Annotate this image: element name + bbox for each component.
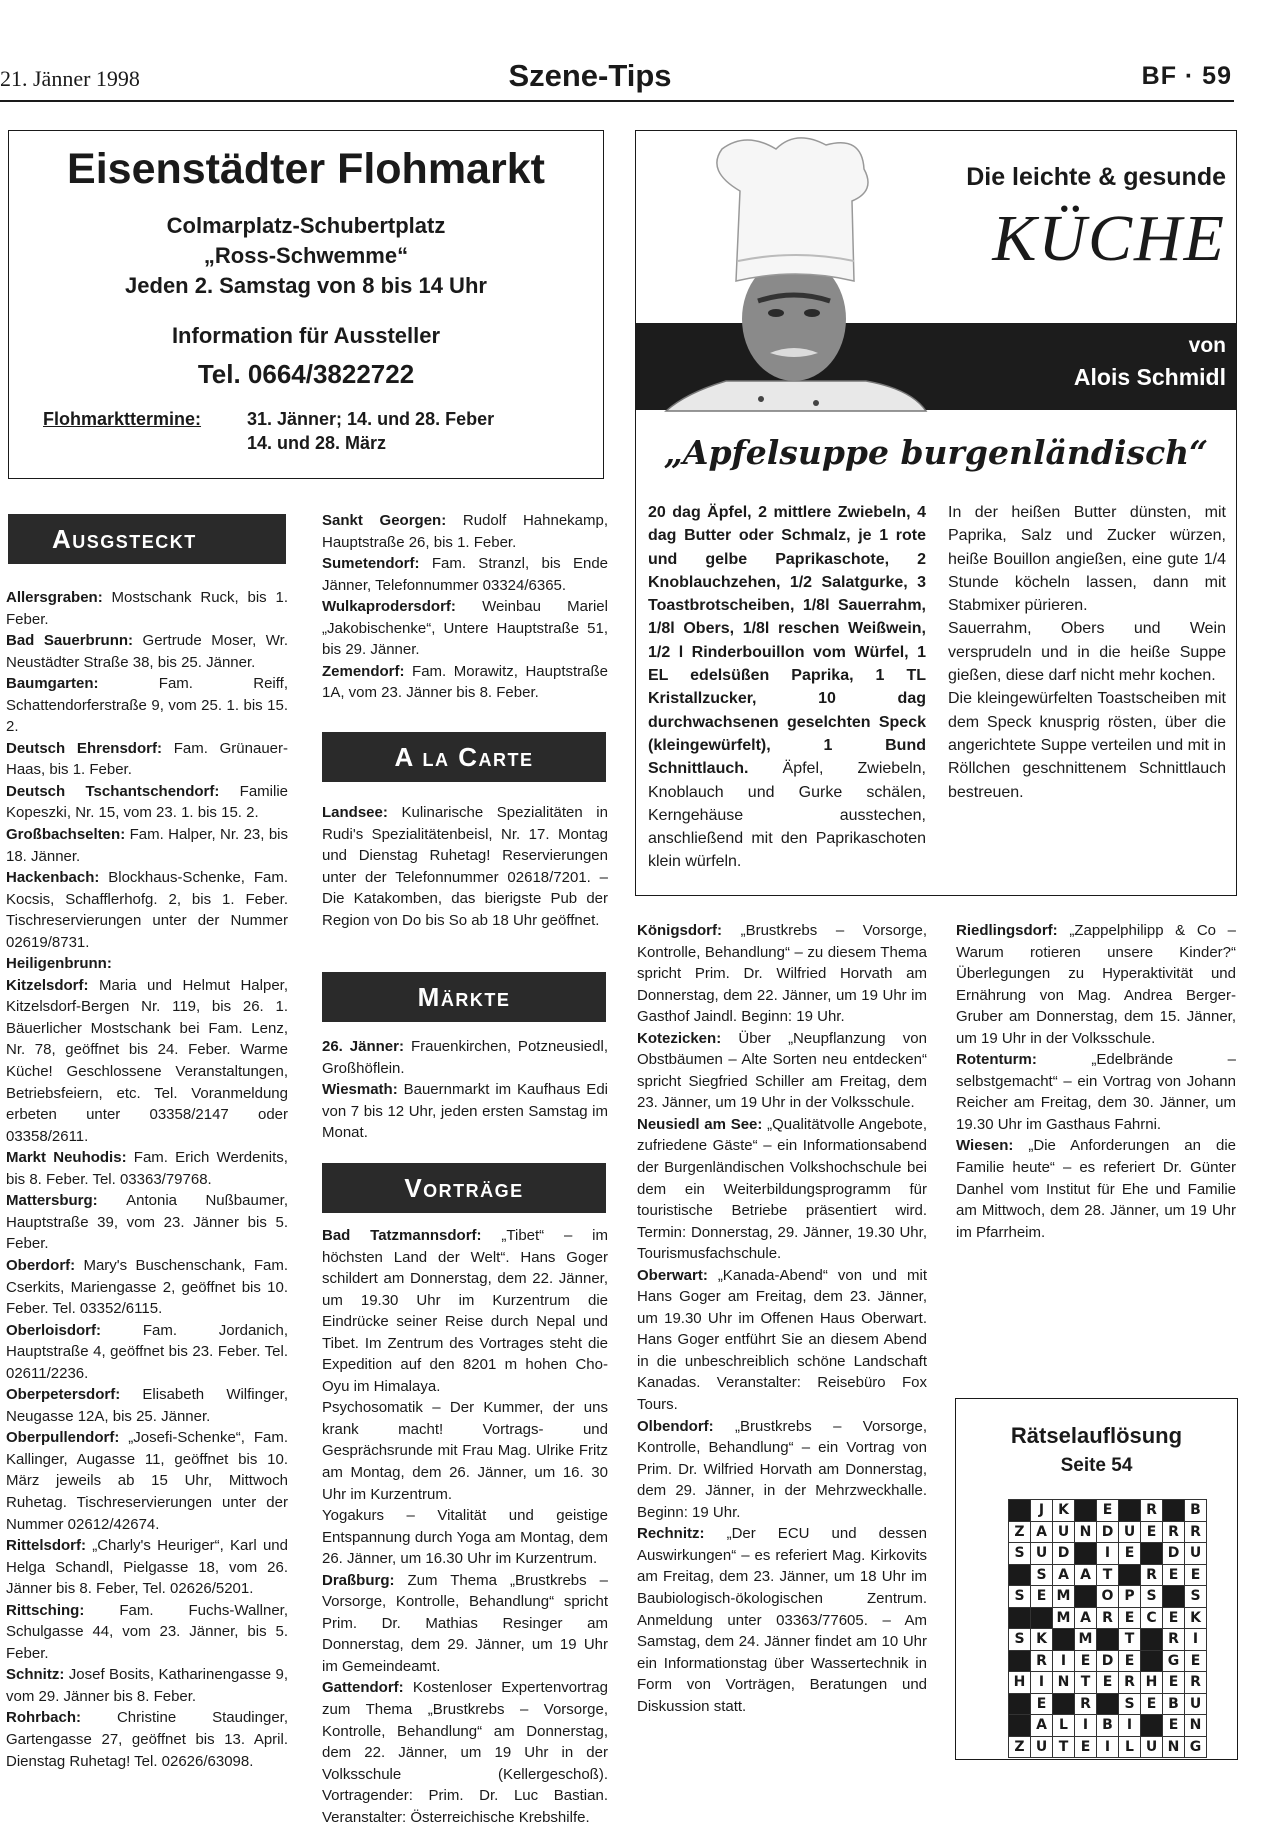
listing-entry [6,1535,288,1600]
puzzle-solution-title: Rätselauflösung [1010,1423,1183,1448]
section-heading-alacarte [322,732,606,782]
listing-entry [322,1036,608,1079]
flohmarkt-phone: Tel. 0664/3822722 [197,359,415,389]
crossword-black-cell [1031,1608,1053,1630]
listing-entry [322,1225,608,1397]
listing-place: Heiligenbrunn: [6,955,112,973]
recipe-panel [635,130,1237,896]
puzzle-solution-box [955,1398,1238,1760]
crossword-letter-cell: K [1031,1629,1053,1651]
crossword-letter-cell: T [1075,1672,1097,1694]
crossword-letter-cell: S [1009,1543,1031,1565]
listing-place: Sumetendorf: [322,555,432,573]
crossword-letter-cell: K [1185,1608,1207,1630]
crossword-black-cell [1009,1608,1031,1630]
crossword-letter-cell: N [1185,1715,1207,1737]
heading-text: A la Carte [394,742,534,772]
listing-place: Landsee: [322,804,402,821]
listing-entry [322,1079,608,1144]
listing-text: „Qualitätvolle Angebote, zufriedene Gäste“ – ein Informationsabend der Burgenländischen Volkshochschule bei dem ein Weiterbildungsprogramm für touristische Betriebe präsentiert wird. Termin: Donnerstag, 29. Jänner, 19.30 Uhr, Tourismusfachschule. [637,1115,927,1263]
crossword-letter-cell: A [1031,1522,1053,1544]
listing-text: Mary's Buschenschank, Fam. Cserkits, Mariengasse 2, geöffnet bis 10. Feber. Tel. 03352/6115. [6,1256,288,1318]
listing-entry [637,1416,927,1524]
section-heading-vortraege [322,1163,606,1213]
crossword-black-cell [1141,1629,1163,1651]
listing-place: Riedlingsdorf: [956,922,1070,939]
crossword-black-cell [1141,1651,1163,1673]
crossword-letter-cell: I [1053,1651,1075,1673]
crossword-black-cell [1009,1715,1031,1737]
crossword-letter-cell: J [1031,1500,1053,1522]
crossword-black-cell [1163,1500,1185,1522]
listing-text: Josef Bosits, Katharinengasse 9, vom 29. Jänner bis 8. Feber. [6,1666,288,1705]
listing-place: Hackenbach: [6,869,109,887]
crossword-letter-cell: Z [1009,1522,1031,1544]
crossword-black-cell [1009,1651,1031,1673]
listing-place: Wiesen: [956,1137,1029,1155]
crossword-letter-cell: E [1031,1694,1053,1716]
crossword-letter-cell: E [1185,1565,1207,1587]
listing-text: „Tibet“ – im höchsten Land der Welt“. Hans Goger schildert am Donnerstag, dem 22. Jänner, um 19.30 Uhr im Kurzentrum die Eindrücke seiner Reise durch Nepal und Tibet. Im Zentrum des Vortrages steht die Expedition auf den 8201 m hohen Cho-Oyu im Himalaya. [322,1227,608,1395]
listing-place: Oberdorf: [6,1256,84,1274]
listing-text: Frauenkirchen, Potzneusiedl, Großhöflein. [322,1038,608,1077]
listing-place: Wulkaprodersdorf: [322,598,483,616]
listing-entry [322,1505,608,1570]
listing-text: Familie Kopeszki, Nr. 15, vom 23. 1. bis 15. 2. [6,782,288,822]
listing-place: Gattendorf: [322,1679,413,1697]
heading-text: Vorträge [404,1173,524,1203]
listing-entry [637,920,927,1028]
header-rule [0,100,1234,102]
listing-entry [6,1384,288,1427]
listing-place: Oberpullendorf: [6,1429,129,1447]
crossword-letter-cell: E [1119,1543,1141,1565]
crossword-letter-cell: A [1031,1715,1053,1737]
section-title: Szene-Tips [508,58,672,93]
crossword-letter-cell: D [1053,1543,1075,1565]
listing-place: Bad Sauerbrunn: [6,632,143,650]
listing-text: „Der ECU und dessen Auswirkungen“ – es referiert Mag. Kirkovits am Freitag, dem 23. Jänner, um 18 Uhr im Baubiologisch-ökologischen Zentrum. Anmeldung unter 03363/77605. – Am Samstag, dem 24. Jänner findet am 10 Uhr ein Informationstag über Wassertechnik in Form von Vorträgen, Beratungen und Diskussion statt. [637,1525,928,1715]
crossword-letter-cell: T [1053,1737,1075,1759]
listing-entry [6,1707,288,1772]
ausgsteckt-list-continued [322,510,608,722]
listing-entry [6,587,288,630]
recipe-dish-name: „Apfelsuppe burgenländisch“ [663,433,1209,472]
crossword-letter-cell: B [1097,1715,1119,1737]
listing-place: Oberpetersdorf: [6,1386,143,1404]
crossword-letter-cell: E [1163,1672,1185,1694]
listing-entry [6,1664,288,1707]
crossword-black-cell [1053,1694,1075,1716]
listing-place: Rechnitz: [637,1525,727,1543]
listing-text: Maria und Helmut Halper, Kitzelsdorf-Bergen Nr. 119, bis 26. 1. Bäuerlicher Mostschank bei Fam. Lenz, Nr. 78, geöffnet bis 24. Feber. Warme Küche! Geschlossene Veranstaltungen, Betriebsfeiern, etc. Tel. Voranmeldung erbeten unter 03358/2147 oder 03358/2611. [6,976,288,1145]
listing-entry [6,673,288,738]
flohmarkt-schedule: Jeden 2. Samstag von 8 bis 14 Uhr [125,273,487,298]
crossword-letter-cell: E [1119,1651,1141,1673]
listing-entry [322,802,608,931]
chef-photo [666,131,926,411]
listing-entry [322,1570,608,1678]
listing-entry [6,738,288,781]
crossword-black-cell [1119,1500,1141,1522]
listing-text: Fam. Stranzl, bis Ende Jänner, Telefonnummer 03324/6365. [322,555,609,594]
heading-text: Ausgsteckt [52,524,197,554]
crossword-letter-cell: U [1185,1694,1207,1716]
crossword-letter-cell: E [1075,1737,1097,1759]
crossword-letter-cell: R [1185,1672,1207,1694]
crossword-letter-cell: C [1141,1608,1163,1630]
listing-text: „Brustkrebs – Vorsorge, Kontrolle, Behandlung“ – ein Vortrag von Prim. Dr. Wilfried Horvath am Donnerstag, dem 29. Jänner, in der Mehrzweckhalle. Beginn: 19 Uhr. [637,1417,927,1521]
listing-place: Wiesmath: [322,1081,404,1099]
crossword-letter-cell: R [1141,1500,1163,1522]
listing-entry [322,596,608,661]
listing-entry [6,1147,288,1190]
listing-text: Weinbau Mariel „Jakobischenke“, Untere Hauptstraße 51, bis 29. Jänner. [322,598,608,659]
listing-text: Rudolf Hahnekamp, Hauptstraße 26, bis 1. Feber. [322,512,609,551]
crossword-letter-cell: A [1075,1608,1097,1630]
flohmarkt-venue: „Ross-Schwemme“ [203,243,409,268]
listing-entry [322,1397,608,1505]
crossword-black-cell [1075,1586,1097,1608]
listing-text: „Charly's Heuriger“, Karl und Helga Schandl, Pielgasse 18, vom 26. Jänner bis 8. Feber, Tel. 02626/5201. [6,1537,288,1598]
listing-text: Fam. Reiff, Schattendorferstraße 9, vom 25. 1. bis 15. 2. [6,675,288,736]
page-number: BF · 59 [1141,62,1232,90]
listing-text: Psychosomatik – Der Kummer, der uns krank macht! Vortrags- und Gesprächsrunde mit Frau Mag. Ulrike Fritz am Montag, dem 26. Jänner, um 16. 30 Uhr im Kurzentrum. [322,1399,608,1503]
listing-text: Fam. Jordanich, Hauptstraße 4, geöffnet bis 23. Feber. Tel. 02611/2236. [6,1321,288,1382]
crossword-letter-cell: H [1141,1672,1163,1694]
crossword-letter-cell: D [1163,1543,1185,1565]
recipe-kicker: Die leichte & gesunde [966,163,1226,191]
crossword-black-cell [1163,1586,1185,1608]
ausgsteckt-list [6,587,289,1770]
issue-date: 21. Jänner 1998 [0,66,140,91]
listing-text: Blockhaus-Schenke, Fam. Kocsis, Schafflerhofg. 2, bis 1. Feber. Tischreservierungen unter der Nummer 02619/8731. [6,869,288,951]
crossword-black-cell [1075,1500,1097,1522]
ingredients-list: 20 dag Äpfel, 2 mittlere Zwiebeln, 4 dag Butter oder Schmalz, je 1 rote und gelbe Paprikaschote, 2 Knoblauchzehen, 1/2 Salatgurke, 3 Toastbrotscheiben, 1/8l Sauerrahm, 1/8l Obers, 1/8l reschen Weißwein, 1/2 l Rinderbouillon vom Würfel, 1 EL edelsüßen Paprika, 1 TL Kristallzucker, 10 dag durchwachsenen geselchten Speck (kleingewürfelt), 1 Bund Schnittlauch. [648,504,926,778]
listing-place: Zemendorf: [322,662,413,680]
flohmarkt-ad [8,130,604,479]
crossword-letter-cell: R [1097,1608,1119,1630]
crossword-letter-cell: E [1163,1715,1185,1737]
crossword-letter-cell: N [1163,1737,1185,1759]
listing-place: Neusiedl am See: [637,1115,768,1133]
recipe-step: In der heißen Butter dünsten, mit Paprika, Salz und Zucker würzen, heiße Bouillon angießen, eine gute 1/4 Stunde köcheln lassen, dann mit Stabmixer pürieren. [948,504,1226,615]
listing-place: Oberwart: [637,1266,718,1284]
listing-place: Markt Neuhodis: [6,1149,134,1167]
crossword-black-cell [1141,1715,1163,1737]
listing-entry [956,1135,1236,1243]
crossword-letter-cell: E [1031,1586,1053,1608]
heading-text: Märkte [417,982,511,1012]
listing-entry [6,630,288,673]
listing-place: 26. Jänner: [322,1038,411,1055]
flohmarkt-info-label: Information für Aussteller [171,323,441,348]
recipe-column-title: KÜCHE [992,202,1226,275]
crossword-letter-cell: R [1031,1651,1053,1673]
listing-place: Draßburg: [322,1571,408,1589]
recipe-author: Alois Schmidl [1073,364,1226,390]
crossword-black-cell [1119,1565,1141,1587]
crossword-letter-cell: I [1119,1715,1141,1737]
crossword-letter-cell: R [1163,1629,1185,1651]
crossword-letter-cell: D [1097,1522,1119,1544]
listing-text: Mostschank Ruck, bis 1. Feber. [6,589,288,628]
listing-entry [637,1114,927,1265]
crossword-letter-cell: U [1185,1543,1207,1565]
crossword-letter-cell: E [1141,1522,1163,1544]
crossword-letter-cell: G [1163,1651,1185,1673]
crossword-letter-cell: R [1185,1522,1207,1544]
recipe-steps [948,501,1226,804]
crossword-grid [1008,1499,1207,1758]
crossword-letter-cell: U [1053,1522,1075,1544]
crossword-letter-cell: S [1141,1586,1163,1608]
listing-place: Bad Tatzmannsdorf: [322,1227,502,1244]
crossword-black-cell [1141,1543,1163,1565]
crossword-letter-cell: U [1031,1543,1053,1565]
listing-place: Rittsching: [6,1601,120,1619]
listing-entry [322,1677,608,1828]
listing-text: „Zappelphilipp & Co – Warum rotieren unsere Kinder?“ Überlegungen zu Hyperaktivität und Ernährung von Mag. Andrea Berger-Gruber am Donnerstag, dem 15. Jänner, um 19 Uhr in der Volksschule. [956,922,1236,1047]
crossword-letter-cell: U [1031,1737,1053,1759]
crossword-letter-cell: A [1075,1565,1097,1587]
crossword-letter-cell: S [1185,1586,1207,1608]
listing-text: Fam. Morawitz, Hauptstraße 1A, vom 23. Jänner bis 8. Feber. [322,662,609,702]
listing-place: Allersgraben: [6,589,112,606]
crossword-black-cell [1053,1629,1075,1651]
recipe-ingredients [648,501,926,874]
crossword-letter-cell: M [1053,1586,1075,1608]
crossword-letter-cell: E [1163,1608,1185,1630]
puzzle-solution-page: Seite 54 [1060,1455,1133,1476]
crossword-letter-cell: N [1075,1522,1097,1544]
listing-entry [322,553,608,596]
crossword-letter-cell: U [1141,1737,1163,1759]
crossword-letter-cell: U [1119,1522,1141,1544]
crossword-letter-cell: L [1119,1737,1141,1759]
listing-entry [6,824,288,867]
crossword-black-cell [1097,1629,1119,1651]
listing-entry [6,1190,288,1255]
vortraege-list [322,1225,608,1826]
listing-place: Großbachselten: [6,826,130,844]
crossword-letter-cell: I [1185,1629,1207,1651]
recipe-by-label: von [1188,334,1226,357]
listing-entry [637,1028,927,1114]
listing-entry [6,975,288,1147]
crossword-letter-cell: E [1185,1651,1207,1673]
listing-place: Kitzelsdorf: [6,976,99,994]
listing-entry [322,510,608,553]
listing-entry [6,1427,288,1535]
flohmarkt-dates-1: 31. Jänner; 14. und 28. Feber [247,409,495,429]
section-heading-maerkte [322,972,606,1022]
recipe-step: Die kleingewürfelten Toastscheiben mit dem Speck knusprig rösten, über die angerichtete Suppe verteilen und mit in Röllchen geschnittenem Schnittlauch bestreuen. [948,690,1226,801]
listing-place: Oberloisdorf: [6,1321,143,1339]
crossword-letter-cell: B [1185,1500,1207,1522]
crossword-letter-cell: I [1075,1715,1097,1737]
listing-entry [6,953,288,975]
listing-text: Zum Thema „Brustkrebs – Vorsorge, Kontrolle, Behandlung“ spricht Prim. Dr. Mathias Resinger am Donnerstag, dem 29. Jänner, um 19 Uhr im Gemeindeamt. [322,1571,608,1675]
crossword-letter-cell: S [1031,1565,1053,1587]
listing-place: Rohrbach: [6,1709,117,1727]
listing-place: Sankt Georgen: [322,512,463,529]
listing-entry [6,867,288,953]
listing-entry [6,781,288,824]
listing-text: Über „Neupflanzung von Obstbäumen – Alte Sorten neu entdecken“ spricht Siegfried Schiller am Freitag, dem 23. Jänner, um 19 Uhr in der Volksschule. [637,1029,927,1112]
listing-place: Rittelsdorf: [6,1537,93,1555]
crossword-black-cell [1075,1543,1097,1565]
crossword-letter-cell: L [1053,1715,1075,1737]
listing-entry [637,1265,927,1416]
crossword-letter-cell: E [1163,1565,1185,1587]
crossword-letter-cell: E [1119,1608,1141,1630]
crossword-letter-cell: T [1119,1629,1141,1651]
flohmarkt-dates-label: Flohmarkttermine: [43,409,202,429]
listing-place: Baumgarten: [6,675,159,693]
crossword-black-cell [1009,1565,1031,1587]
listing-entry [6,1320,288,1385]
crossword-letter-cell: N [1053,1672,1075,1694]
crossword-letter-cell: B [1163,1694,1185,1716]
crossword-letter-cell: T [1097,1565,1119,1587]
listing-text: Kostenloser Expertenvortrag zum Thema „Brustkrebs – Vorsorge, Kontrolle, Behandlung“ am Donnerstag, dem 22. Jänner, um 19 Uhr in der Volksschule (Kellergeschoß). Vortragender: Prim. Dr. Luc Bastian. Veranstalter: Österreichische Krebshilfe. [322,1679,608,1826]
crossword-letter-cell: H [1009,1672,1031,1694]
listing-entry [637,1523,927,1717]
crossword-letter-cell: Z [1009,1737,1031,1759]
listing-text: „Edelbrände – selbstgemacht“ – ein Vortrag von Johann Reicher am Freitag, dem 30. Jänner, um 19.30 Uhr im Gasthaus Fahrni. [956,1051,1236,1133]
preparation-intro: Äpfel, Zwiebeln, Knoblauch und Gurke schälen, Kerngehäuse ausstechen, anschließend mit den Paprikaschoten klein würfeln. [648,760,926,871]
flohmarkt-title: Eisenstädter Flohmarkt [67,145,545,193]
listing-entry [322,661,608,704]
listing-place: Olbendorf: [637,1417,736,1435]
crossword-letter-cell: G [1185,1737,1207,1759]
crossword-letter-cell: E [1141,1694,1163,1716]
listing-entry [956,920,1236,1049]
listing-place: Deutsch Ehrensdorf: [6,739,174,757]
listing-text: „Brustkrebs – Vorsorge, Kontrolle, Behandlung“ – zu diesem Thema spricht Prim. Dr. Wilfried Horvath am Donnerstag, dem 22. Jänner, um 19 Uhr im Gasthof Jaindl. Beginn: 19 Uhr. [637,922,927,1026]
crossword-letter-cell: A [1053,1565,1075,1587]
listing-text: Gertrude Moser, Wr. Neustädter Straße 38, bis 25. Jänner. [6,632,288,671]
crossword-letter-cell: K [1053,1500,1075,1522]
crossword-letter-cell: R [1141,1565,1163,1587]
crossword-black-cell [1009,1500,1031,1522]
crossword-letter-cell: P [1119,1586,1141,1608]
listing-place: Deutsch Tschantschendorf: [6,782,240,800]
crossword-black-cell [1097,1694,1119,1716]
section-heading-ausgsteckt [8,514,286,564]
crossword-letter-cell: E [1097,1500,1119,1522]
listing-entry [6,1600,288,1665]
listing-entry [6,1255,288,1320]
listing-place: Rotenturm: [956,1051,1092,1069]
listing-text: „Kanada-Abend“ von und mit Hans Goger am Freitag, dem 23. Jänner, um 19.30 Uhr im Offenen Haus Oberwart. Hans Goger entführt Sie an diesem Abend in die unbeschreiblich schöne Landschaft Kanadas. Veranstalter: Reisebüro Fox Tours. [637,1266,927,1414]
crossword-letter-cell: I [1031,1672,1053,1694]
vortraege-list-continued [637,920,927,1780]
listing-text: Fam. Grünauer-Haas, bis 1. Feber. [6,739,288,779]
recipe-step: Sauerrahm, Obers und Wein versprudeln und in die heiße Suppe gießen, diese darf nicht mehr kochen. [948,620,1226,685]
listing-text: „Josefi-Schenke“, Fam. Kallinger, Augasse 11, geöffnet bis 10. März jeweils ab 15 Uhr, Mittwoch Ruhetag. Tischreservierungen unter der Nummer 02612/42674. [6,1429,289,1533]
listing-text: Kulinarische Spezialitäten in Rudi's Spezialitätenbeisl, Nr. 17. Montag und Dienstag Ruhetag! Reservierungen unter der Telefonnummer 02618/7201. – Die Katakomben, das bierigste Pub der Region von Do bis So ab 18 Uhr geöffnet. [322,804,608,929]
alacarte-list [322,802,608,952]
crossword-letter-cell: I [1097,1737,1119,1759]
listing-text: „Die Anforderungen an die Familie heute“ – es referiert Dr. Günter Danhel vom Institut für Ehe und Familie am Mittwoch, dem 28. Jänner, um 19 Uhr im Pfarrheim. [956,1137,1237,1241]
flohmarkt-dates-2: 14. und 28. März [247,433,387,453]
crossword-letter-cell: M [1053,1608,1075,1630]
listing-text: Yogakurs – Vitalität und geistige Entspannung durch Yoga am Montag, dem 26. Jänner, um 16.30 Uhr im Kurzentrum. [322,1507,608,1568]
crossword-letter-cell: E [1075,1651,1097,1673]
listing-text: Elisabeth Wilfinger, Neugasse 12A, bis 25. Jänner. [6,1386,289,1425]
listing-place: Schnitz: [6,1666,69,1684]
crossword-letter-cell: R [1163,1522,1185,1544]
listing-text: Fam. Erich Werdenits, bis 8. Feber. Tel. 03363/79768. [6,1149,288,1188]
listing-place: Königsdorf: [637,922,741,939]
listing-text: Fam. Halper, Nr. 23, bis 18. Jänner. [6,826,288,865]
listing-place: Kotezicken: [637,1029,739,1047]
listing-text: Bauernmarkt im Kaufhaus Edi von 7 bis 12 Uhr, jeden ersten Samstag im Monat. [322,1081,608,1142]
crossword-letter-cell: R [1119,1672,1141,1694]
listing-text: Antonia Nußbaumer, Hauptstraße 39, vom 23. Jänner bis 5. Feber. [6,1192,289,1253]
crossword-letter-cell: D [1097,1651,1119,1673]
listing-text: Christine Staudinger, Gartengasse 27, geöffnet bis 13. April. Dienstag Ruhetag! Tel. 02626/63098. [6,1709,289,1770]
crossword-letter-cell: O [1097,1586,1119,1608]
crossword-letter-cell: S [1119,1694,1141,1716]
crossword-letter-cell: S [1009,1586,1031,1608]
crossword-letter-cell: M [1075,1629,1097,1651]
crossword-letter-cell: S [1009,1629,1031,1651]
listing-place: Mattersburg: [6,1192,127,1210]
crossword-letter-cell: R [1075,1694,1097,1716]
listing-entry [956,1049,1236,1135]
crossword-black-cell [1009,1694,1031,1716]
flohmarkt-location: Colmarplatz-Schubertplatz [166,213,446,238]
maerkte-list [322,1036,608,1146]
crossword-letter-cell: E [1097,1672,1119,1694]
listing-text: Fam. Fuchs-Wallner, Schulgasse 44, vom 23. Jänner, bis 5. Feber. [6,1601,288,1662]
crossword-letter-cell: I [1097,1543,1119,1565]
vortraege-list-continued-2 [956,920,1236,1365]
